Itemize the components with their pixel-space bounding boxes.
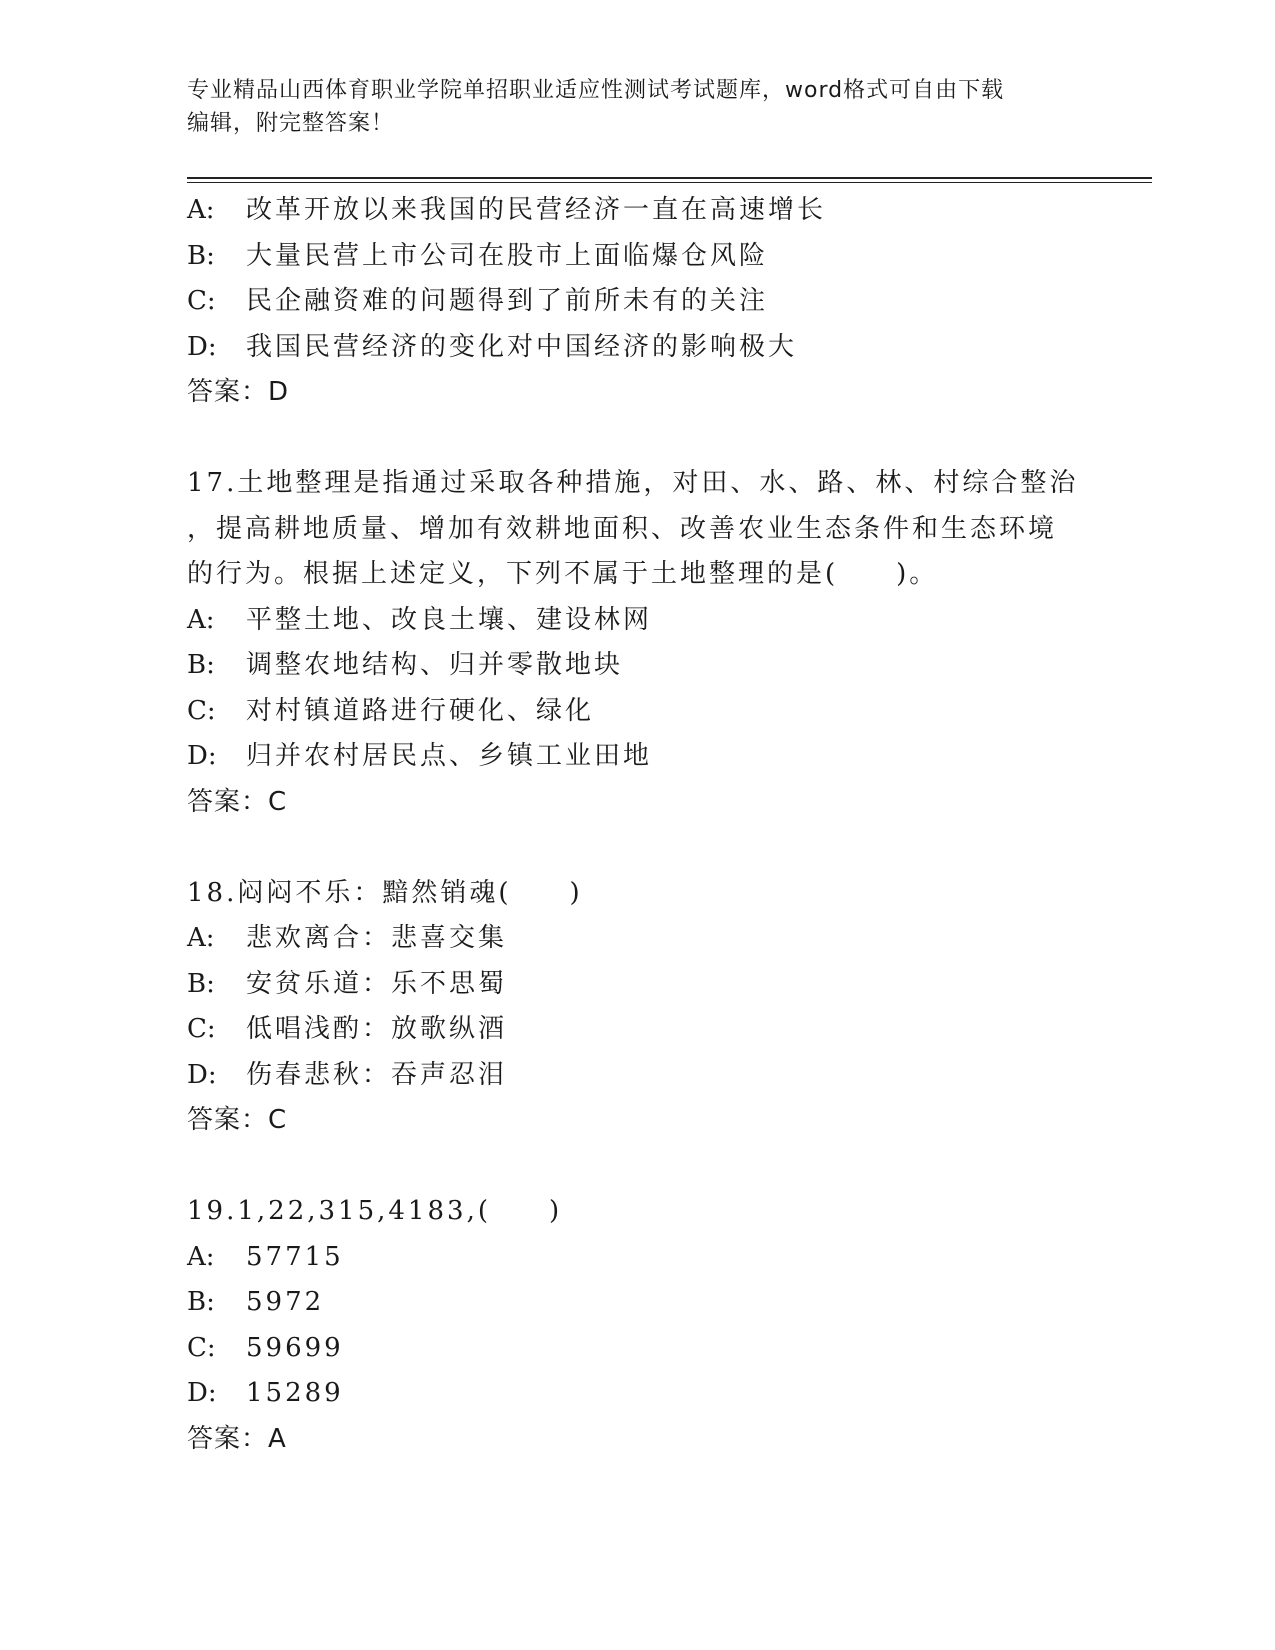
option-text: 安贫乐道：乐不思蜀 [246,968,508,999]
option-text: 悲欢离合：悲喜交集 [246,923,508,953]
option-c [187,1007,1087,1053]
option-b [187,962,1087,1008]
option-text: 改革开放以来我国的民营经济一直在高速增长 [246,195,827,225]
option-d [187,1053,1087,1099]
option-letter: C: [187,1332,216,1363]
option-text: 调整农地结构、归并零散地块 [246,650,624,680]
option-letter: A: [187,923,215,953]
header-rule [187,177,1152,179]
header-line-1: 专业精品山西体育职业学院单招职业适应性测试考试题库，word格式可自由下载 [187,78,1005,103]
option-letter: B: [187,968,215,999]
question-stem-line: 19.1,22,315,4183,( ) [187,1196,563,1226]
option-b [187,234,1087,280]
answer-line: 答案：D [187,377,290,407]
option-d [187,1371,1087,1417]
option-letter: B: [187,650,215,680]
option-letter: D: [187,331,217,362]
option-text: 低唱浅酌：放歌纵酒 [246,1014,508,1044]
option-text: 5972 [246,1287,325,1317]
question-stem-line: 17.土地整理是指通过采取各种措施，对田、水、路、林、村综合整治 [187,468,1079,498]
option-letter: D: [187,1378,217,1408]
option-text: 大量民营上市公司在股市上面临爆仓风险 [246,240,769,271]
spacer [187,1144,1087,1190]
option-text: 59699 [246,1332,344,1363]
option-text: 平整土地、改良土壤、建设林网 [246,604,653,635]
option-text: 民企融资难的问题得到了前所未有的关注 [246,286,769,316]
option-text: 对村镇道路进行硬化、绿化 [246,695,595,726]
option-d [187,734,1087,780]
option-letter: A: [187,604,215,635]
option-c [187,1326,1087,1372]
question-stem-line: 18.闷闷不乐：黯然销魂( ) [187,877,583,908]
option-text: 57715 [246,1241,344,1272]
option-a [187,598,1087,644]
question-18 [187,871,1087,1144]
option-a [187,916,1087,962]
question-content [187,188,1087,1462]
option-d [187,325,1087,371]
option-letter: C: [187,695,216,726]
header-line-2: 编辑，附完整答案！ [187,111,395,136]
option-b [187,1280,1087,1326]
option-letter: D: [187,741,217,771]
question-stem-line: 的行为。根据上述定义，下列不属于土地整理的是( )。 [187,559,939,589]
option-letter: A: [187,1241,215,1272]
header-rule-thin [187,182,1152,183]
option-a [187,1235,1087,1281]
option-text: 归并农村居民点、乡镇工业田地 [246,741,653,771]
answer-line: 答案：C [187,1105,288,1135]
question-17 [187,461,1087,825]
option-letter: B: [187,1287,215,1317]
option-b [187,643,1087,689]
option-a [187,188,1087,234]
option-c [187,689,1087,735]
answer-line: 答案：C [187,786,288,817]
option-letter: D: [187,1059,217,1090]
page-header [187,74,1087,140]
option-text: 我国民营经济的变化对中国经济的影响极大 [246,331,798,362]
question-19 [187,1189,1087,1462]
option-letter: C: [187,1014,216,1044]
option-letter: B: [187,240,215,271]
option-letter: C: [187,286,216,316]
spacer [187,825,1087,871]
option-letter: A: [187,195,215,225]
option-text: 15289 [246,1378,344,1408]
option-text: 伤春悲秋：吞声忍泪 [246,1059,508,1090]
spacer [187,416,1087,462]
question-16 [187,188,1087,416]
answer-line: 答案：A [187,1423,287,1454]
question-stem-line: ，提高耕地质量、增加有效耕地面积、改善农业生态条件和生态环境 [187,513,1058,544]
option-c [187,279,1087,325]
